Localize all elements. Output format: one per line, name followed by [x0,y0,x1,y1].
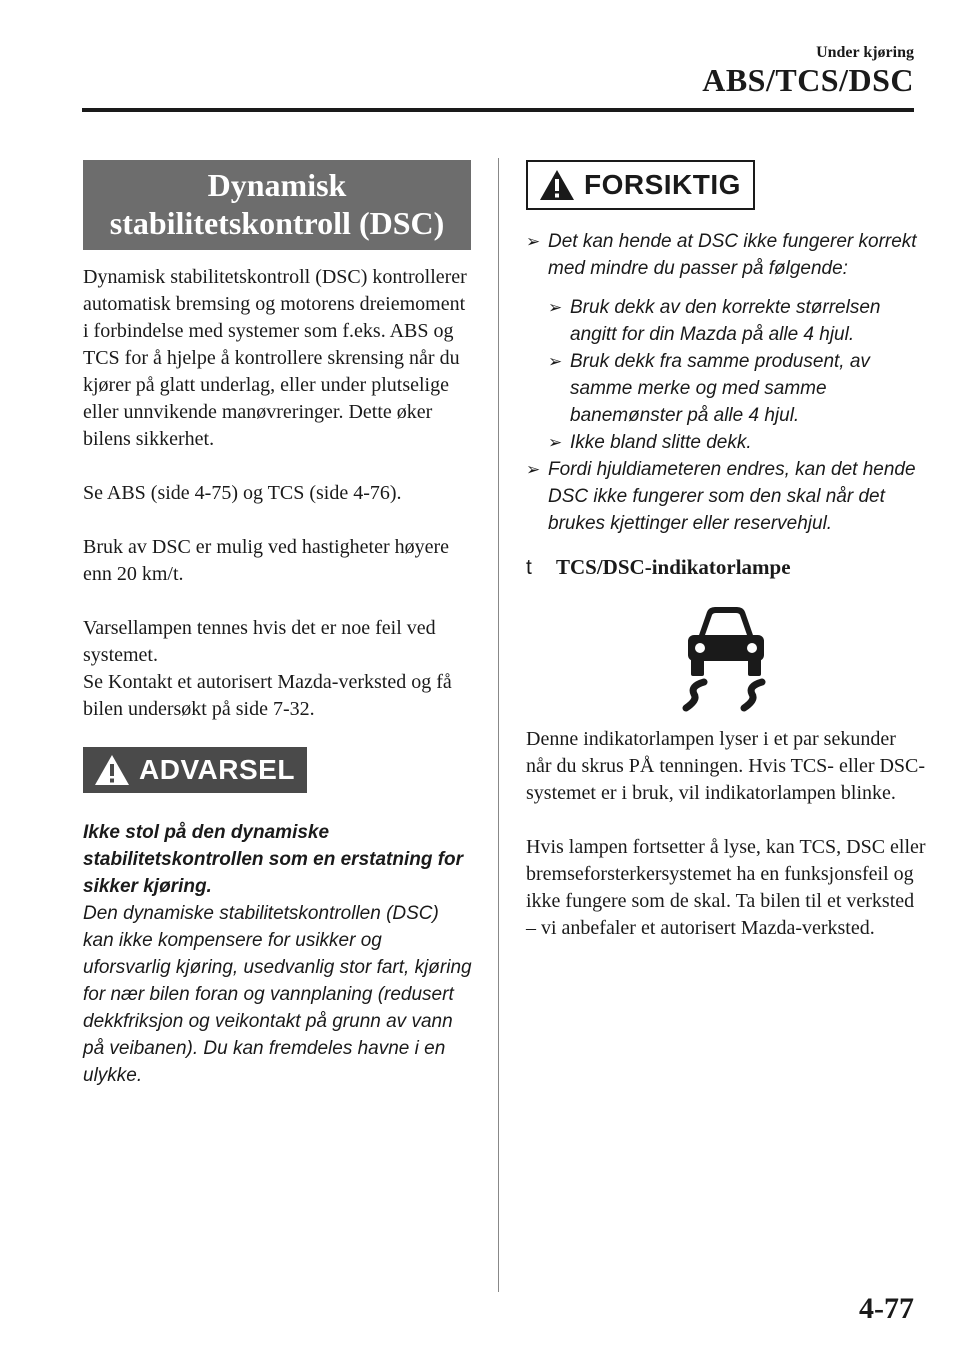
indicator-subheading [526,555,926,580]
intro-paragraph: Dynamisk stabilitetskontroll (DSC) kontrollerer automatisk bremsing og motorens dreiemoment i forbindelse med systemer som f.eks. ABS og TCS for å hjelpe å kontrollere skrensing når du kjører på glatt underlag, eller under plutselige eller unnvikende manøvreringer. Dette øker bilens sikkerhet. [83,266,467,450]
speed-paragraph: Bruk av DSC er mulig ved hastigheter høyere enn 20 km/t. [83,536,450,585]
warning-bold-text: Ikke stol på den dynamiske stabilitetskontrollen som en erstatning for sikker kjøring. [83,822,464,897]
left-column [83,160,473,1089]
section-heading-box [83,160,471,250]
caution-sub-bullet-1: ➢ Bruk dekk av den korrekte størrelsen angitt for din Mazda på alle 4 hjul. [548,294,926,348]
warning-body-text: Den dynamiske stabilitetskontrollen (DSC) kan ikke kompensere for usikker og uforsvarlig kjøring, usedvanlig stor fart, kjøring for nær bilen foran og vannplaning (redusert dekkfriksjon og veikontakt på grunn av vann på veibanen). Du kan fremdeles havne i en ulykke. [83,903,472,1086]
column-divider [498,158,499,1292]
indicator-paragraph-1: Denne indikatorlampen lyser i et par sekunder når du skrus PÅ tenningen. Hvis TCS- eller DSC-systemet er i bruk, vil indikatorlampen blinke. [526,728,926,804]
heading-line-1: Dynamisk [207,167,347,203]
page-number: 4-77 [859,1292,914,1325]
header-rule [82,108,914,112]
caution-label: FORSIKTIG [584,169,741,200]
heading-line-2: stabilitetskontroll (DSC) [109,205,445,241]
warning-label: ADVARSEL [139,754,295,785]
warning-label-box [83,747,307,793]
caution-label-box [526,160,755,210]
subheading-marker: t [526,556,532,579]
caution-triangle-icon [538,168,576,202]
indicator-figure [526,598,926,712]
caution-sub-bullet-3: ➢ Ikke bland slitte dekk. [548,429,926,456]
contact-paragraph: Se Kontakt et autorisert Mazda-verksted og få bilen undersøkt på side 7-32. [83,671,452,720]
caution-sub-bullet-2: ➢ Bruk dekk fra samme produsent, av samme merke og med samme banemønster på alle 4 hjul. [548,348,926,429]
caution-bullet-1: ➢ Det kan hende at DSC ikke fungerer korrekt med mindre du passer på følgende: [526,228,926,282]
caution-bullet-2: ➢ Fordi hjuldiameteren endres, kan det hende DSC ikke fungerer som den skal når det brukes kjettinger eller reservehjul. [526,456,926,537]
section-title: ABS/TCS/DSC [702,62,914,98]
warning-triangle-icon [93,753,131,787]
right-column [526,160,926,969]
chapter-title: Under kjøring [816,44,914,61]
skidding-car-icon [676,598,776,712]
reference-paragraph: Se ABS (side 4-75) og TCS (side 4-76). [83,482,402,504]
subheading-text: TCS/DSC-indikatorlampe [556,555,791,579]
warning-lamp-paragraph: Varsellampen tennes hvis det er noe feil ved systemet. [83,617,436,666]
indicator-paragraph-2: Hvis lampen fortsetter å lyse, kan TCS, DSC eller bremseforsterkersystemet ha en funksjonsfeil og ikke fungere som de skal. Ta bilen til et verksted – vi anbefaler et autorisert Mazda-verksted. [526,836,926,939]
